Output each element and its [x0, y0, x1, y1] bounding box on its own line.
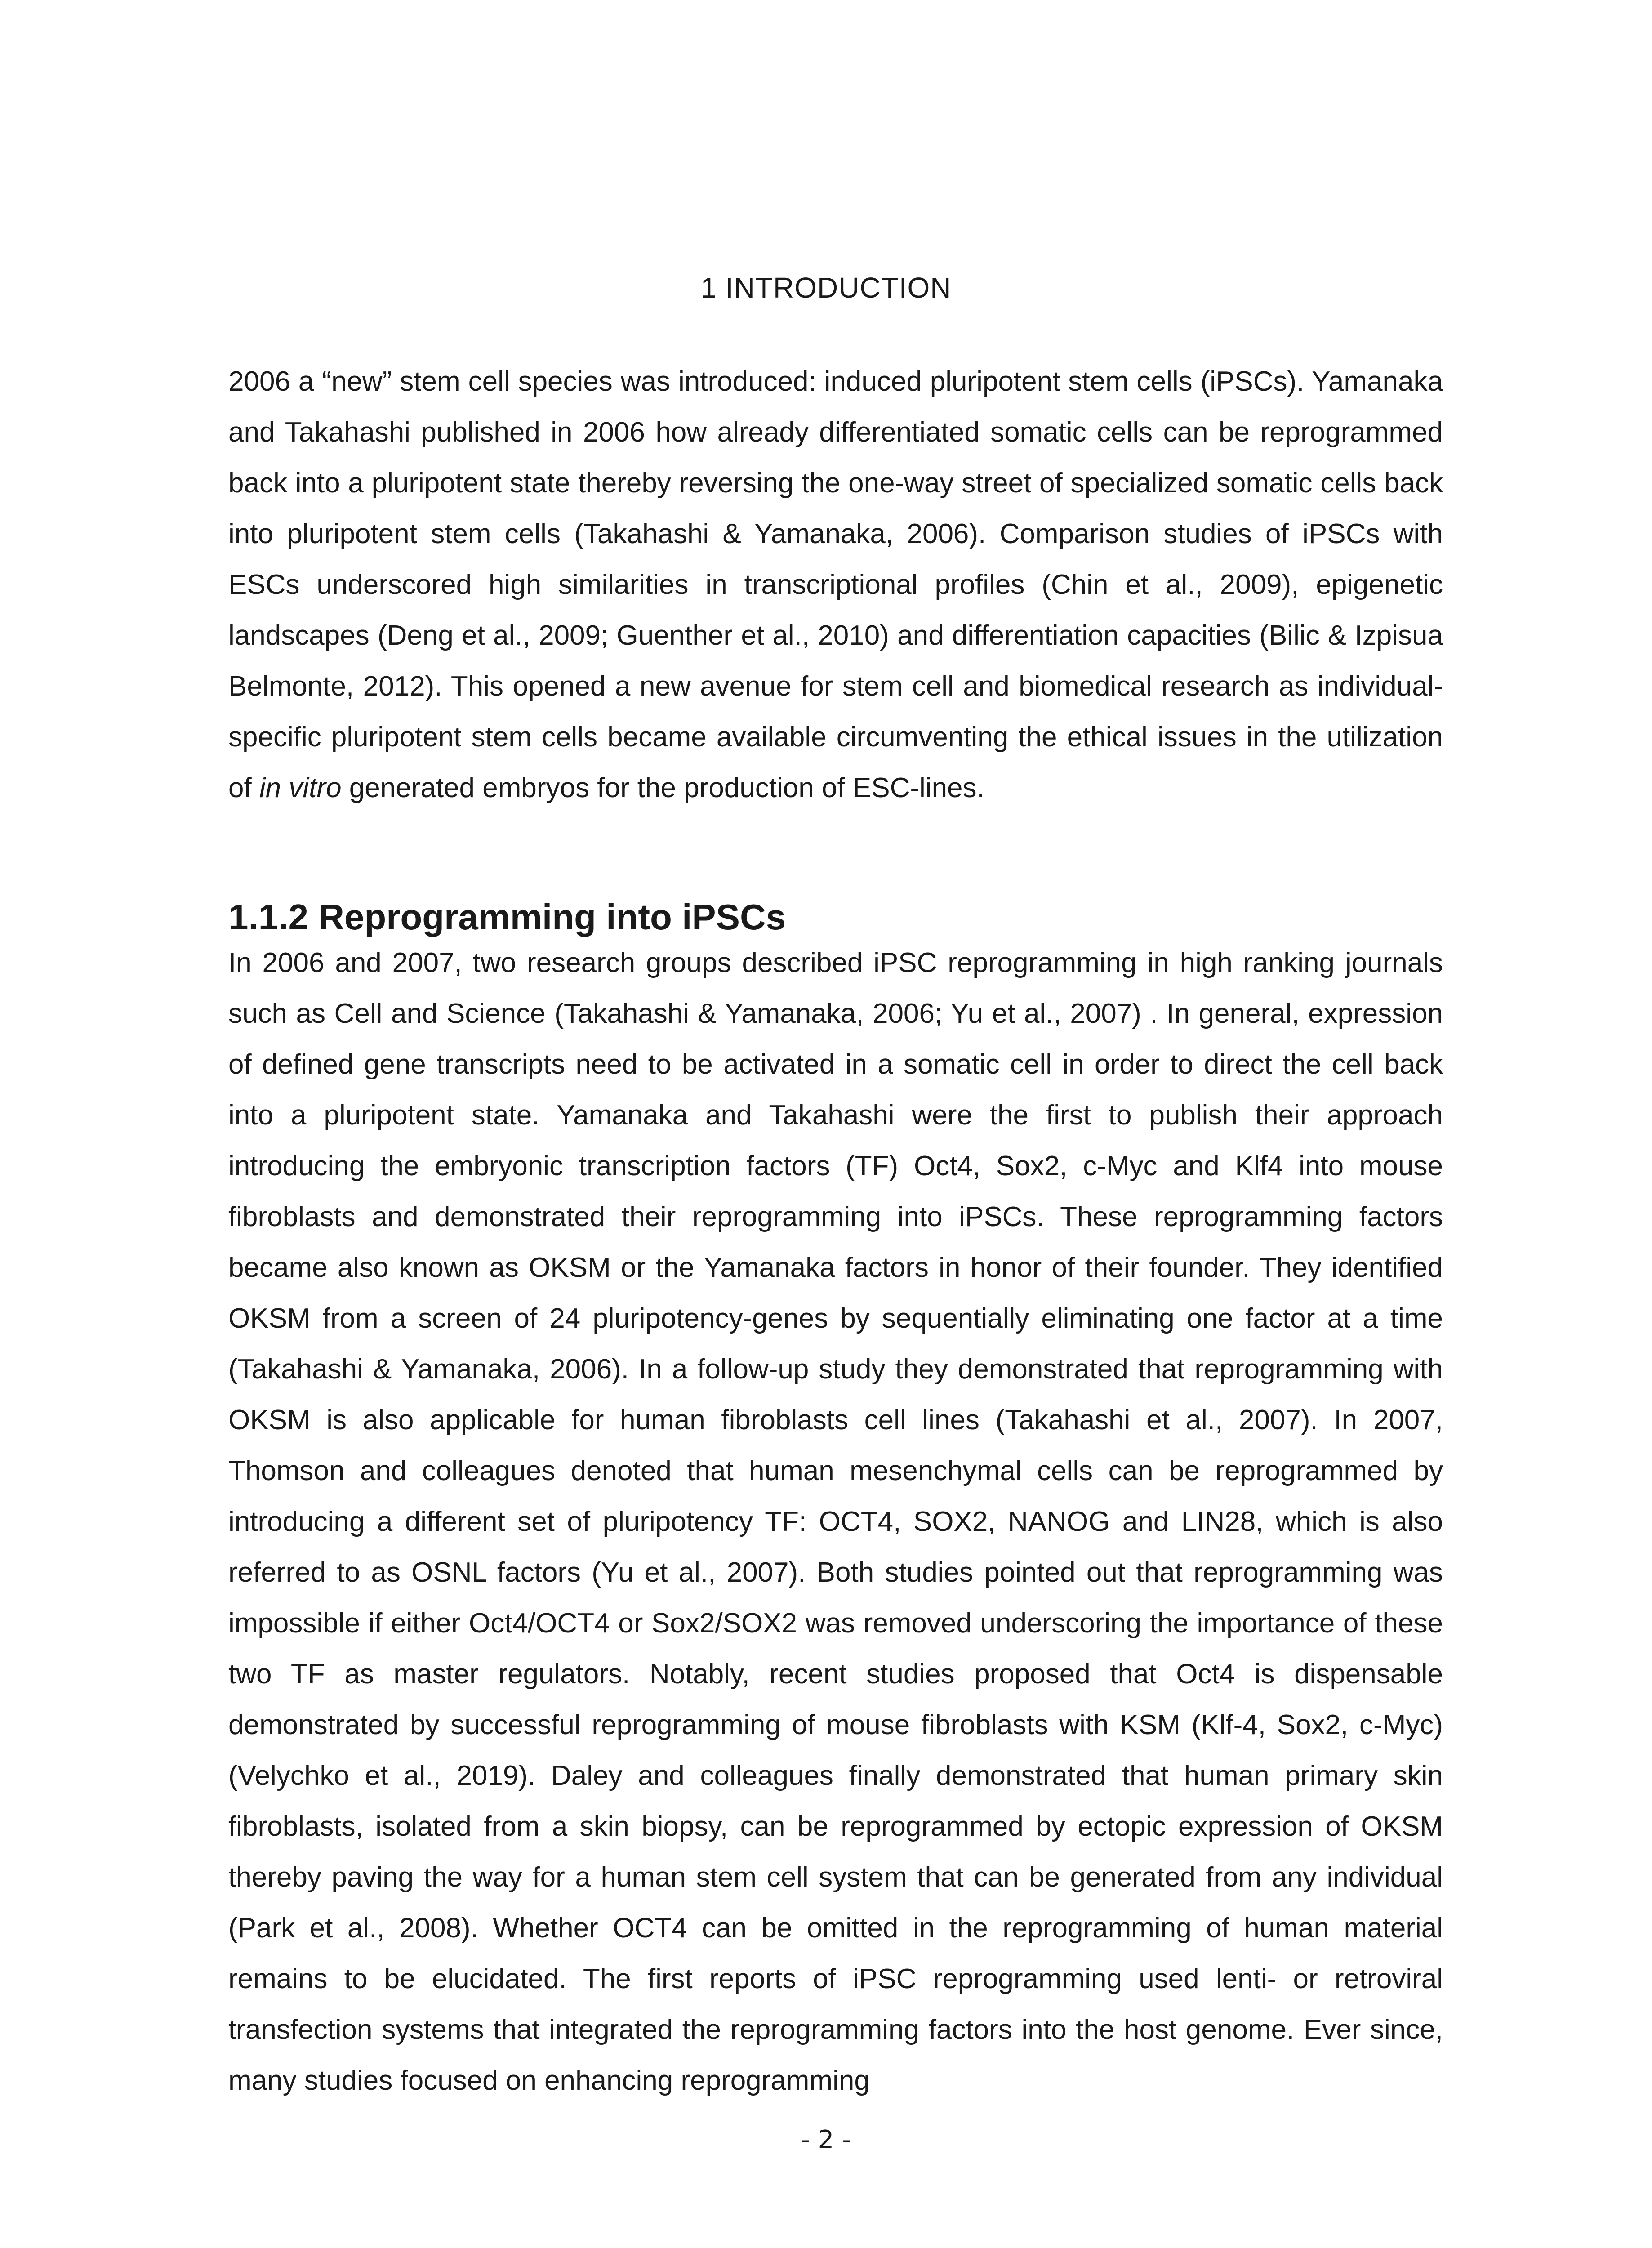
- intro-italic-term: in vitro: [259, 772, 342, 803]
- intro-text-part2: generated embryos for the production of ESC-lines.: [341, 772, 984, 803]
- section-paragraph: In 2006 and 2007, two research groups described iPSC reprogramming in high ranking journals such as Cell and Science (Takahashi & Yamanaka, 2006; Yu et al., 2007) . In general, expression of defined gene transcripts need to be activated in a somatic cell in order to direct the cell back into a pluripotent state. Yamanaka and Takahashi were the first to publish their approach introducing the embryonic transcription factors (TF) Oct4, Sox2, c-Myc and Klf4 into mouse fibroblasts and demonstrated their reprogramming into iPSCs. These reprogramming factors became also known as OKSM or the Yamanaka factors in honor of their founder. They identified OKSM from a screen of 24 pluripotency-genes by sequentially eliminating one factor at a time (Takahashi & Yamanaka, 2006). In a follow-up study they demonstrated that reprogramming with OKSM is also applicable for human fibroblasts cell lines (Takahashi et al., 2007). In 2007, Thomson and colleagues denoted that human mesenchymal cells can be reprogrammed by introducing a different set of pluripotency TF: OCT4, SOX2, NANOG and LIN28, which is also referred to as OSNL factors (Yu et al., 2007). Both studies pointed out that reprogramming was impossible if either Oct4/OCT4 or Sox2/SOX2 was removed underscoring the importance of these two TF as master regulators. Notably, recent studies proposed that Oct4 is dispensable demonstrated by successful reprogramming of mouse fibroblasts with KSM (Klf-4, Sox2, c-Myc) (Velychko et al., 2019). Daley and colleagues finally demonstrated that human primary skin fibroblasts, isolated from a skin biopsy, can be reprogrammed by ectopic expression of OKSM thereby paving the way for a human stem cell system that can be generated from any individual (Park et al., 2008). Whether OCT4 can be omitted in the reprogramming of human material remains to be elucidated. The first reports of iPSC reprogramming used lenti- or retroviral transfection systems that integrated the reprogramming factors into the host genome. Ever since, many studies focused on enhancing reprogramming: [228, 947, 1443, 2096]
- intro-paragraph: [228, 356, 1443, 813]
- intro-text-part1: 2006 a “new” stem cell species was introduced: induced pluripotent stem cells (iPSCs). Yamanaka and Takahashi published in 2006 how already differentiated somatic cells can be reprogrammed back into a pluripotent state thereby reversing the one-way street of specialized somatic cells back into pluripotent stem cells (Takahashi & Yamanaka, 2006). Comparison studies of iPSCs with ESCs underscored high similarities in transcriptional profiles (Chin et al., 2009), epigenetic landscapes (Deng et al., 2009; Guenther et al., 2010) and differentiation capacities (Bilic & Izpisua Belmonte, 2012). This opened a new avenue for stem cell and biomedical research as individual-specific pluripotent stem cells became available circumventing the ethical issues in the utilization of: [228, 366, 1443, 803]
- section-heading: 1.1.2 Reprogramming into iPSCs: [228, 897, 786, 937]
- page-number: - 2 -: [801, 2125, 851, 2154]
- section-paragraph-block: [228, 937, 1443, 2106]
- chapter-header: 1 INTRODUCTION: [700, 272, 952, 304]
- intro-paragraph-block: [228, 356, 1443, 813]
